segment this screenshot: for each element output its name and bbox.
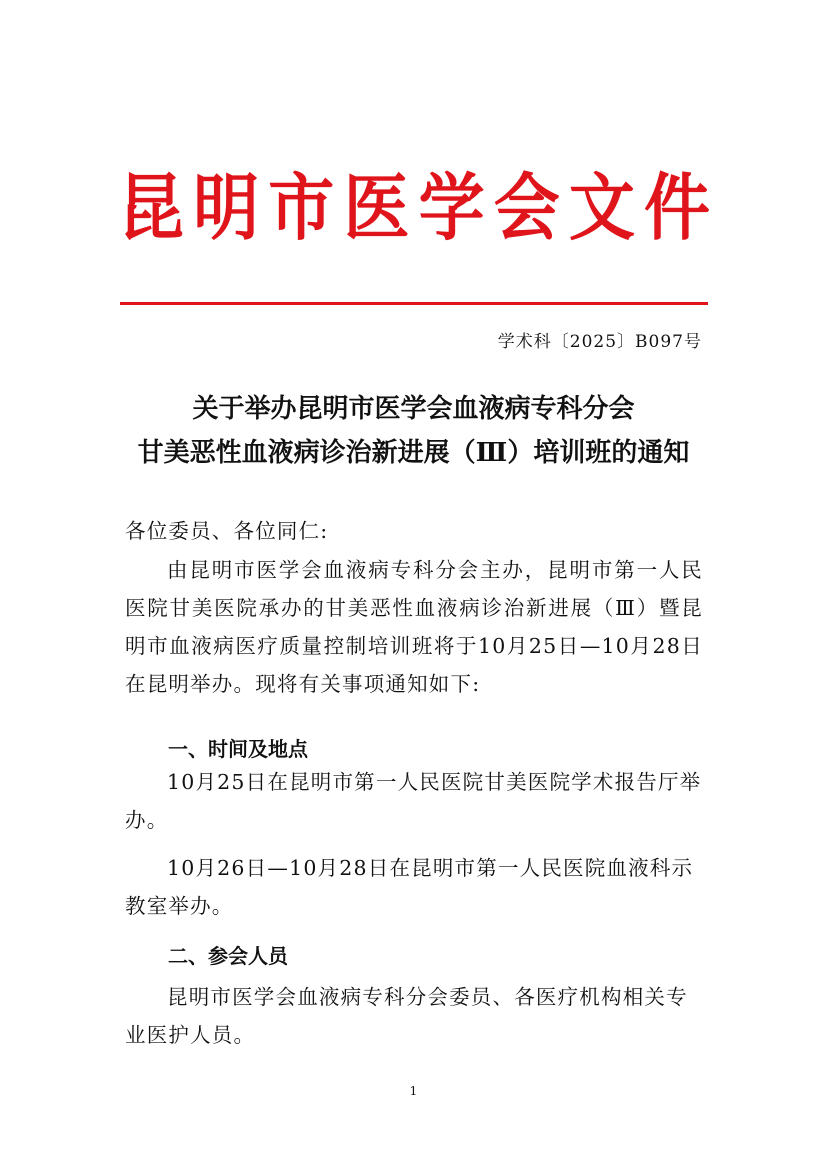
- header-divider: [120, 302, 708, 305]
- notice-title-line-2: 甘美恶性血液病诊治新进展（Ⅲ）培训班的通知: [137, 438, 690, 468]
- header-title-char: 昆: [118, 166, 184, 251]
- header-title-char: 学: [418, 166, 485, 251]
- header-title-char: 会: [493, 166, 560, 251]
- header-title-char: 文: [568, 166, 635, 251]
- header-title-char: 件: [643, 166, 710, 251]
- intro-paragraph: 由昆明市医学会血液病专科分会主办，昆明市第一人民医院甘美医院承办的甘美恶性血液病诊治新进展（Ⅲ）暨昆明市血液病医疗质量控制培训班将于10月25日—10月28日在昆明举办。现将有关事项通知如下:: [125, 558, 703, 696]
- section-heading-time-location: 一、时间及地点: [168, 737, 308, 761]
- header-title-char: 明: [193, 166, 260, 251]
- notice-title-line-1: 关于举办昆明市医学会血液病专科分会: [192, 394, 635, 424]
- document-header-title: [118, 166, 710, 251]
- section-heading-attendees: 二、参会人员: [168, 944, 288, 968]
- section2-paragraph-1: 昆明市医学会血液病专科分会委员、各医疗机构相关专业医护人员。: [125, 985, 688, 1047]
- header-title-char: 医: [343, 166, 410, 251]
- section1-paragraph-1: 10月25日在昆明市第一人民医院甘美医院学术报告厅举办。: [125, 770, 702, 832]
- greeting: 各位委员、各位同仁:: [125, 519, 329, 543]
- header-title-char: 市: [268, 166, 335, 251]
- document-number: 学术科〔2025〕B097号: [497, 332, 702, 352]
- page-number: 1: [409, 1084, 418, 1098]
- section1-paragraph-2: 10月26日—10月28日在昆明市第一人民医院血液科示教室举办。: [125, 856, 694, 918]
